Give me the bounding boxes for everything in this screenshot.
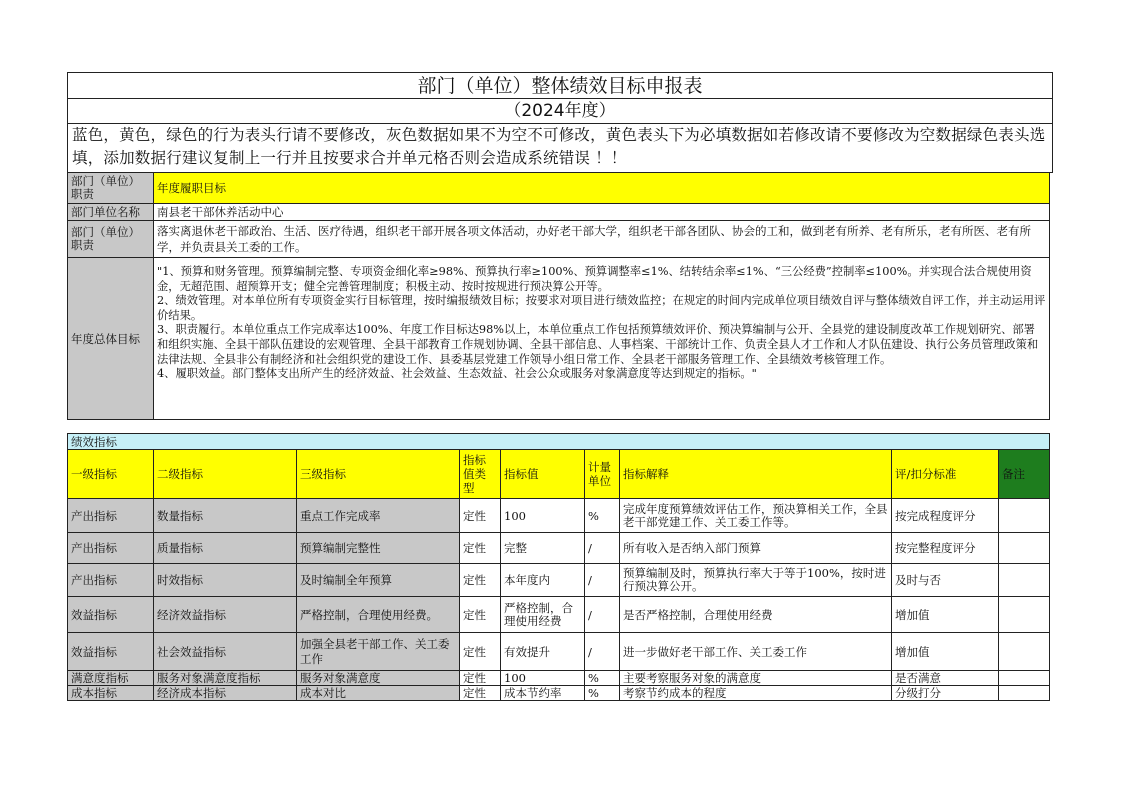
row-explain[interactable]: 考察节约成本的程度 <box>619 685 892 701</box>
row-standard[interactable]: 是否满意 <box>891 670 999 686</box>
row-value[interactable]: 严格控制，合理使用经费 <box>500 596 585 633</box>
row-level1: 成本指标 <box>67 685 154 701</box>
row-remark[interactable] <box>998 632 1050 671</box>
row-remark[interactable] <box>998 498 1050 533</box>
row-standard[interactable]: 及时与否 <box>891 563 999 597</box>
row-level3: 服务对象满意度 <box>296 670 460 686</box>
row-level2: 质量指标 <box>153 532 297 564</box>
row-unit[interactable]: % <box>584 685 620 701</box>
header-level3: 三级指标 <box>296 449 460 499</box>
row-unit[interactable]: / <box>584 632 620 671</box>
row-unit[interactable]: / <box>584 596 620 633</box>
row-type[interactable]: 定性 <box>459 498 501 533</box>
row-value[interactable]: 100 <box>500 670 585 686</box>
dept-duty-header-label: 部门（单位）职责 <box>67 172 154 204</box>
row-level3: 严格控制，合理使用经费。 <box>296 596 460 633</box>
row-explain[interactable]: 是否严格控制，合理使用经费 <box>619 596 892 633</box>
row-level2: 经济成本指标 <box>153 685 297 701</box>
row-type[interactable]: 定性 <box>459 685 501 701</box>
row-explain[interactable]: 主要考察服务对象的满意度 <box>619 670 892 686</box>
duty-label: 部门（单位）职责 <box>67 220 154 258</box>
form-title: 部门（单位）整体绩效目标申报表 <box>67 72 1053 99</box>
row-level2: 时效指标 <box>153 563 297 597</box>
row-level1: 产出指标 <box>67 563 154 597</box>
header-value: 指标值 <box>500 449 585 499</box>
row-remark[interactable] <box>998 685 1050 701</box>
row-level3: 加强全县老干部工作、关工委工作 <box>296 632 460 671</box>
header-explain: 指标解释 <box>619 449 892 499</box>
row-remark[interactable] <box>998 563 1050 597</box>
row-level3: 重点工作完成率 <box>296 498 460 533</box>
annual-goal-header: 年度履职目标 <box>153 172 1050 204</box>
row-level2: 数量指标 <box>153 498 297 533</box>
row-type[interactable]: 定性 <box>459 563 501 597</box>
row-level2: 社会效益指标 <box>153 632 297 671</box>
row-standard[interactable]: 按完整程度评分 <box>891 532 999 564</box>
header-value-type: 指标值类型 <box>459 449 501 499</box>
row-standard[interactable]: 增加值 <box>891 632 999 671</box>
row-unit[interactable]: / <box>584 532 620 564</box>
row-explain[interactable]: 所有收入是否纳入部门预算 <box>619 532 892 564</box>
row-type[interactable]: 定性 <box>459 670 501 686</box>
row-value[interactable]: 成本节约率 <box>500 685 585 701</box>
unit-name-value[interactable]: 南县老干部休养活动中心 <box>153 203 1050 221</box>
row-standard[interactable]: 增加值 <box>891 596 999 633</box>
instruction-notice: 蓝色，黄色，绿色的行为表头行请不要修改，灰色数据如果不为空不可修改，黄色表头下为必填数据如若修改请不要修改为空数据绿色表头选填，添加数据行建议复制上一行并且按要求合并单元格否则会造成系统错误 ！！ <box>67 123 1053 173</box>
header-remark: 备注 <box>998 449 1050 499</box>
row-unit[interactable]: % <box>584 498 620 533</box>
row-unit[interactable]: / <box>584 563 620 597</box>
row-value[interactable]: 有效提升 <box>500 632 585 671</box>
form-year: （2024年度） <box>67 98 1053 124</box>
header-level2: 二级指标 <box>153 449 297 499</box>
row-level3: 预算编制完整性 <box>296 532 460 564</box>
overall-goal-value[interactable]: "1、预算和财务管理。预算编制完整、专项资金细化率≥98%、预算执行率≥100%、预算调整率≤1%、结转结余率≤1%、“三公经费”控制率≤100%。并实现合法合规使用资金，无超范围、超预算开支；健全完善管理制度；积极主动、按时按规进行预决算公开等。 2、绩效管理。对本单位所有专项资金实行目标管理，按时编报绩效目标；按要求对项目进行绩效监控；在规定的时间内完成单位项目绩效自评与整体绩效自评工作，并主动运用评价结果。 3、职责履行。本单位重点工作完成率达100%、年度工作目标达98%以上，本单位重点工作包括预算绩效评价、预决算编制与公开、全县党的建设制度改革工作规划研究、部署和组织实施、全县干部队伍建设的宏观管理、全县干部教育工作规划协调、全县干部信息、人事档案、干部统计工作、负责全县人才工作和人才队伍建设、执行公务员管理政策和法律法规、全县非公有制经济和社会组织党的建设工作、县委基层党建工作领导小组日常工作、全县老干部服务管理工作、全县绩效考核管理工作。 4、履职效益。部门整体支出所产生的经济效益、社会效益、生态效益、社会公众或服务对象满意度等达到规定的指标。" <box>153 257 1050 420</box>
row-level1: 满意度指标 <box>67 670 154 686</box>
perf-section-title: 绩效指标 <box>67 433 1050 450</box>
header-unit: 计量单位 <box>584 449 620 499</box>
row-standard[interactable]: 分级打分 <box>891 685 999 701</box>
row-value[interactable]: 本年度内 <box>500 563 585 597</box>
row-standard[interactable]: 按完成程度评分 <box>891 498 999 533</box>
row-level1: 产出指标 <box>67 498 154 533</box>
row-explain[interactable]: 完成年度预算绩效评估工作，预决算相关工作，全县老干部党建工作、关工委工作等。 <box>619 498 892 533</box>
row-explain[interactable]: 进一步做好老干部工作、关工委工作 <box>619 632 892 671</box>
row-level1: 效益指标 <box>67 596 154 633</box>
row-type[interactable]: 定性 <box>459 532 501 564</box>
row-explain[interactable]: 预算编制及时，预算执行率大于等于100%，按时进行预决算公开。 <box>619 563 892 597</box>
row-level3: 及时编制全年预算 <box>296 563 460 597</box>
overall-goal-label: 年度总体目标 <box>67 257 154 420</box>
row-remark[interactable] <box>998 670 1050 686</box>
unit-name-label: 部门单位名称 <box>67 203 154 221</box>
row-level1: 产出指标 <box>67 532 154 564</box>
row-level2: 服务对象满意度指标 <box>153 670 297 686</box>
row-level3: 成本对比 <box>296 685 460 701</box>
row-type[interactable]: 定性 <box>459 632 501 671</box>
header-level1: 一级指标 <box>67 449 154 499</box>
row-type[interactable]: 定性 <box>459 596 501 633</box>
row-level2: 经济效益指标 <box>153 596 297 633</box>
row-level1: 效益指标 <box>67 632 154 671</box>
row-value[interactable]: 完整 <box>500 532 585 564</box>
header-standard: 评/扣分标准 <box>891 449 999 499</box>
row-value[interactable]: 100 <box>500 498 585 533</box>
duty-value[interactable]: 落实离退休老干部政治、生活、医疗待遇，组织老干部开展各项文体活动，办好老干部大学，组织老干部各团队、协会的工和，做到老有所养、老有所乐，老有所医、老有所学，并负责县关工委的工作。 <box>153 220 1050 258</box>
row-remark[interactable] <box>998 532 1050 564</box>
row-unit[interactable]: % <box>584 670 620 686</box>
row-remark[interactable] <box>998 596 1050 633</box>
